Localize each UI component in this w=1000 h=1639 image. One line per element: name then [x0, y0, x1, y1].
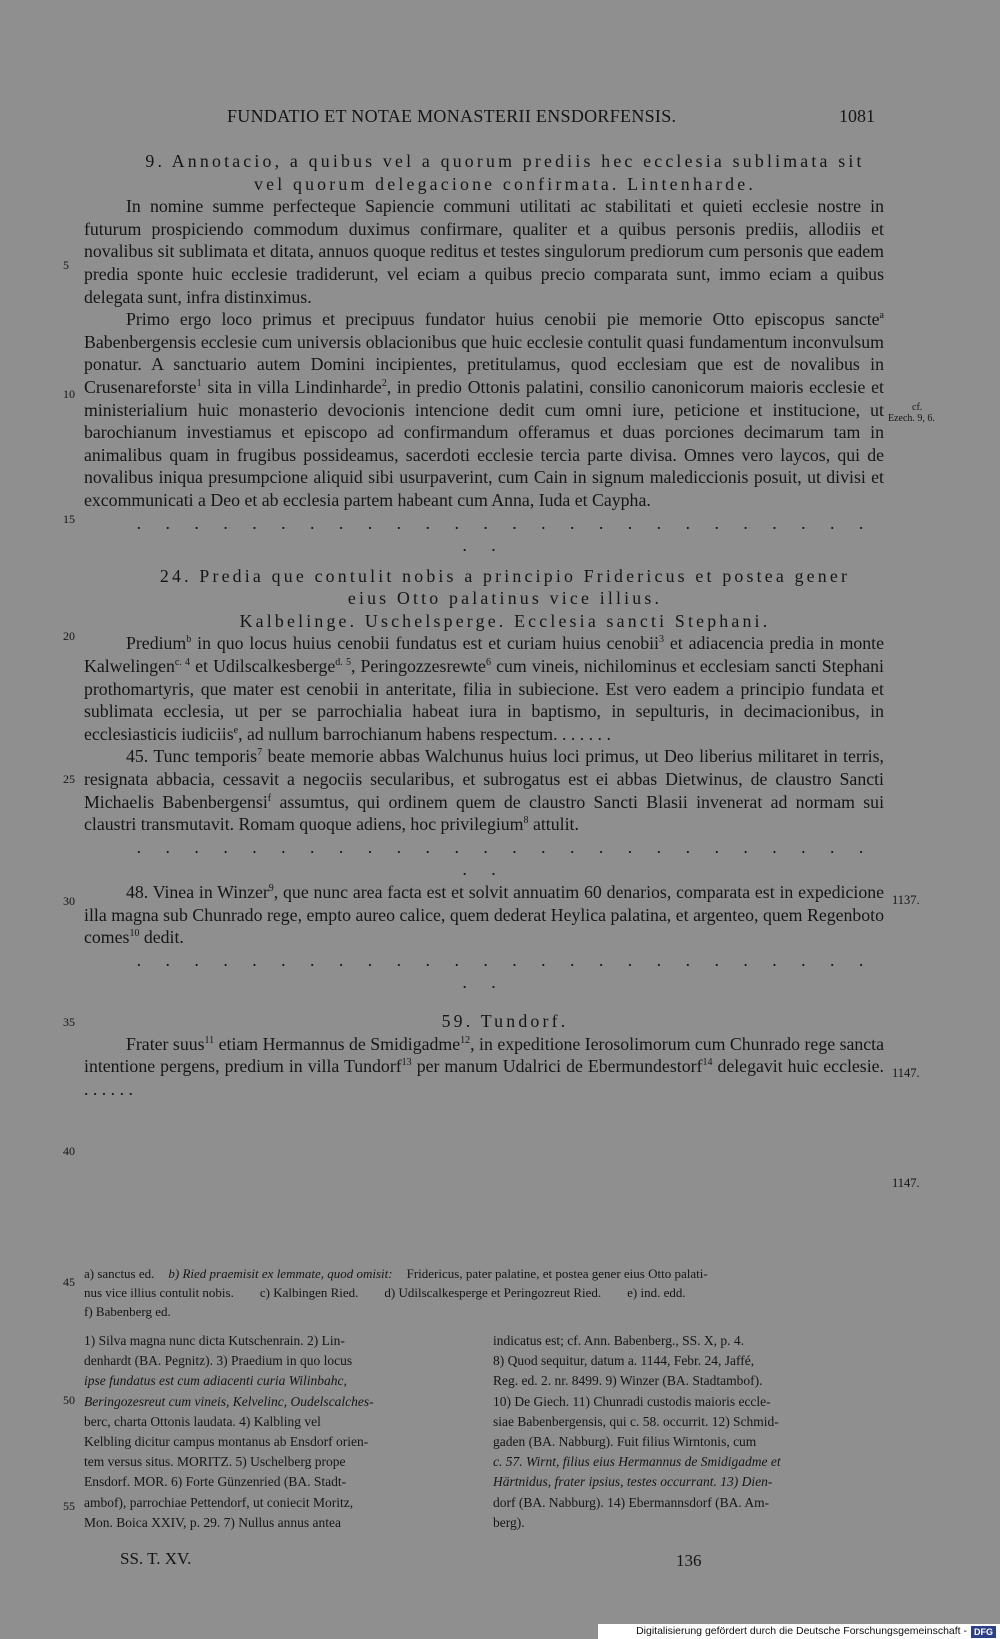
section-heading: eius Otto palatinus vice illius.: [347, 588, 663, 609]
footnote-line: berc, charta Ottonis laudata. 4) Kalbling vel: [84, 1413, 321, 1429]
ellipsis-line: . . . . . . . . . . . . . . . . . . . . . . . . . . . .: [136, 836, 874, 880]
line-number: 35: [63, 1015, 75, 1029]
footnote-line: gaden (BA. Nabburg). Fuit filius Wirntonis, cum: [493, 1434, 757, 1450]
footnotes-right: [493, 1331, 885, 1533]
footnote-line: c. 57. Wirnt, filius eius Hermannus de Smidigadme et: [493, 1454, 781, 1470]
line-number: 50: [63, 1393, 75, 1407]
paragraph: Primo ergo loco primus et precipuus fundator huius cenobii pie memorie Otto episcopus sancte$^a$ Babenbergensis ecclesie cum universis oblacionibus que huic ecclesie contulit quasi fundamentum inconvulsum ponatur. A sanctuario autem Domini incipientes, pretitulamus, quod ecclesiam que est de novalibus in Crusenareforste$^1$ sita in villa Lindinharde$^2$, in predio Ottonis palatini, consilio canonicorum maioris ecclesie et ministerialium huic monasterio devocionis intencione dedit cum omni iure, peticione et institucione, ut barochianum investiamus et episcopo ad confirmandum offeramus et duas porciones decimarum tam in animalibus quam in frugibus possideamus, sacerdoti ecclesie tercia parte divisa. Omnes vero laycos, qui de novalibus iniqua presumpcione aliquid sibi usurpaverint, cum Cain in signum malediccionis posuit, ut divisi et excommunicati a Deo et ab ecclesia partem habeant cum Anna, Iuda et Caypha.: [84, 309, 884, 510]
margin-year: 1147.: [892, 1176, 920, 1190]
footnote-line: indicatus est; cf. Ann. Babenberg., SS. X, p. 4.: [493, 1333, 744, 1348]
footnote-line: 1) Silva magna nunc dicta Kutschenrain. 2) Lin-: [84, 1333, 345, 1348]
footnote-line: 10) De Giech. 11) Chunradi custodis maioris eccle-: [493, 1393, 771, 1409]
footnotes-left: [84, 1331, 479, 1533]
sheet-number: 136: [676, 1551, 702, 1570]
digitization-credit: [598, 1624, 1000, 1639]
main-text: [84, 150, 884, 1100]
line-number: 20: [63, 629, 75, 643]
paragraph: In nomine summe perfecteque Sapiencie communi utilitati ac stabilitati et quieti ecclesie nostre in futurum prospiciendo commodum duximus confirmare, qualiter et a quibus personis prediis, allodiis et novalibus sit sublimata et ditata, annuos quoque reditus et testes singulorum prediorum cum personis que eadem predia sponte huic ecclesie tradiderunt, vel eciam a quibus precio comparata sunt, immo eciam a quibus delegata sunt, infra distinximus.: [84, 196, 884, 307]
digitization-text: Digitalisierung gefördert durch die Deutsche Forschungsgemeinschaft -: [636, 1625, 967, 1637]
line-number: 30: [63, 894, 75, 908]
footnote-line: Reg. ed. 2. nr. 8499. 9) Winzer (BA. Stadtambof).: [493, 1373, 763, 1389]
running-title: FUNDATIO ET NOTAE MONASTERII ENSDORFENSIS.: [227, 106, 677, 126]
line-number: 55: [63, 1499, 75, 1513]
section-heading: vel quorum delegacione confirmata. Lintenharde.: [254, 173, 756, 194]
footnote-line: siae Babenbergensis, qui c. 58. occurrit. 12) Schmid-: [493, 1413, 779, 1429]
footnote-line: Ensdorf. MOR. 6) Forte Günzenried (BA. Stadt-: [84, 1474, 347, 1490]
section-heading: Kalbelinge. Uschelsperge. Ecclesia sancti Stephani.: [239, 610, 771, 631]
line-number: 5: [63, 258, 69, 272]
footnote-line: denhardt (BA. Pegnitz). 3) Praedium in quo locus: [84, 1353, 353, 1369]
paragraph: 45. Tunc temporis$^7$ beate memorie abbas Walchunus huius loci primus, ut Deo liberius militaret in terris, resignata abbacia, cessavit a negociis secularibus, et subrogatus est ei abbas Dietwinus, de claustro Sancti Michaelis Babenbergensi$^f$ assumtus, qui ordinem quem de claustro Sancti Blasii invenerat ad normam sui claustri transmutavit. Romam quoque adiens, hoc privilegium$^8$ attulit.: [84, 746, 885, 835]
line-number: 25: [63, 772, 75, 786]
footnote-line: tem versus situs. MORITZ. 5) Uschelberg prope: [84, 1454, 346, 1470]
line-number: 45: [63, 1275, 75, 1289]
apparatus-line: f) Babenberg ed.: [84, 1304, 171, 1319]
footnote-line: ipse fundatus est cum adiacenti curia Wilinbahc,: [84, 1373, 347, 1389]
paragraph: 48. Vinea in Winzer$^9$, que nunc area facta est et solvit annuatim 60 denarios, comparata est in expedicione illa magna sub Chunrado rege, empto aureo calice, quem dederat Heylica palatina, et argenteo, quem Regenboto comes$^{10}$ dedit.: [84, 882, 884, 948]
paragraph: Predium$^b$ in quo locus huius cenobii fundatus est et curiam huius cenobii$^3$ et adiacencia predia in monte Kalwelingen$^{c. 4}$ et Udilscalkesberge$^{d. 5}$, Peringozzesrewte$^6$ cum vineis, nichilominus et ecclesiam sancti Stephani prothomartyris, que mater est cenobii in anteritate, filia in subiecione. Est vero eadem a principio fundata et sublimata ecclesia, ut per se parrochialia habeat iura in baptismo, in sepulturis, in decimacionibus, in ecclesiasticis iudiciis$^e$, ad nullum barrochianum habens respectum. . . . . . .: [84, 633, 885, 744]
section-heading: 24. Predia que contulit nobis a principio Fridericus et postea gener: [159, 565, 851, 586]
footnote-line: Kelbling dicitur campus montanus ab Ensdorf orien-: [84, 1434, 369, 1450]
footnote-line: Beringozesreut cum vineis, Kelvelinc, Oudelscalches-: [84, 1393, 374, 1409]
margin-year: 1137.: [892, 893, 920, 907]
margin-note-ezech: Ezech. 9, 6.: [888, 413, 935, 424]
apparatus-line: nus vice illius contulit nobis. c) Kalbingen Ried. d) Udilscalkesperge et Peringozreut Ried. e) ind. edd.: [84, 1285, 686, 1300]
footnote-line: Härtnidus, frater ipsius, testes occurrant. 13) Dien-: [493, 1474, 773, 1490]
margin-note-cf: cf.: [912, 402, 923, 413]
critical-apparatus: [84, 1264, 884, 1321]
footnote-line: berg).: [493, 1514, 525, 1530]
line-number: 10: [63, 387, 75, 401]
volume-signature: SS. T. XV.: [120, 1549, 192, 1568]
page-number: 1081: [839, 106, 875, 126]
footnote-line: ambof), parrochiae Pettendorf, ut coniecit Moritz,: [84, 1494, 354, 1510]
line-number: 40: [63, 1144, 75, 1158]
footnote-line: dorf (BA. Nabburg). 14) Ebermannsdorf (BA. Am-: [493, 1494, 770, 1510]
ellipsis-line: . . . . . . . . . . . . . . . . . . . . . . . . . . . .: [136, 512, 874, 556]
paragraph: Frater suus$^{11}$ etiam Hermannus de Smidigadme$^{12}$, in expeditione Ierosolimorum cum Chunrado rege sancta intentione pergens, predium in villa Tundorf$^{13}$ per manum Udalrici de Ebermundestorf$^{14}$ delegavit huic ecclesie. . . . . . .: [84, 1033, 884, 1099]
margin-year: 1147.: [892, 1066, 920, 1080]
footnote-line: Mon. Boica XXIV, p. 29. 7) Nullus annus antea: [84, 1514, 341, 1530]
line-number: 15: [63, 512, 75, 526]
dfg-logo: DFG: [971, 1626, 996, 1638]
apparatus-line: a) sanctus ed. b) Ried praemisit ex lemmate, quod omisit: Fridericus, pater palatine, et postea gener eius Otto palati-: [84, 1266, 708, 1281]
ellipsis-line: . . . . . . . . . . . . . . . . . . . . . . . . . . . .: [136, 949, 874, 993]
footnote-line: 8) Quod sequitur, datum a. 1144, Febr. 24, Jaffé,: [493, 1353, 755, 1369]
section-heading: 59. Tundorf.: [441, 1010, 569, 1031]
section-heading: 9. Annotacio, a quibus vel a quorum prediis hec ecclesia sublimata sit: [145, 151, 865, 171]
